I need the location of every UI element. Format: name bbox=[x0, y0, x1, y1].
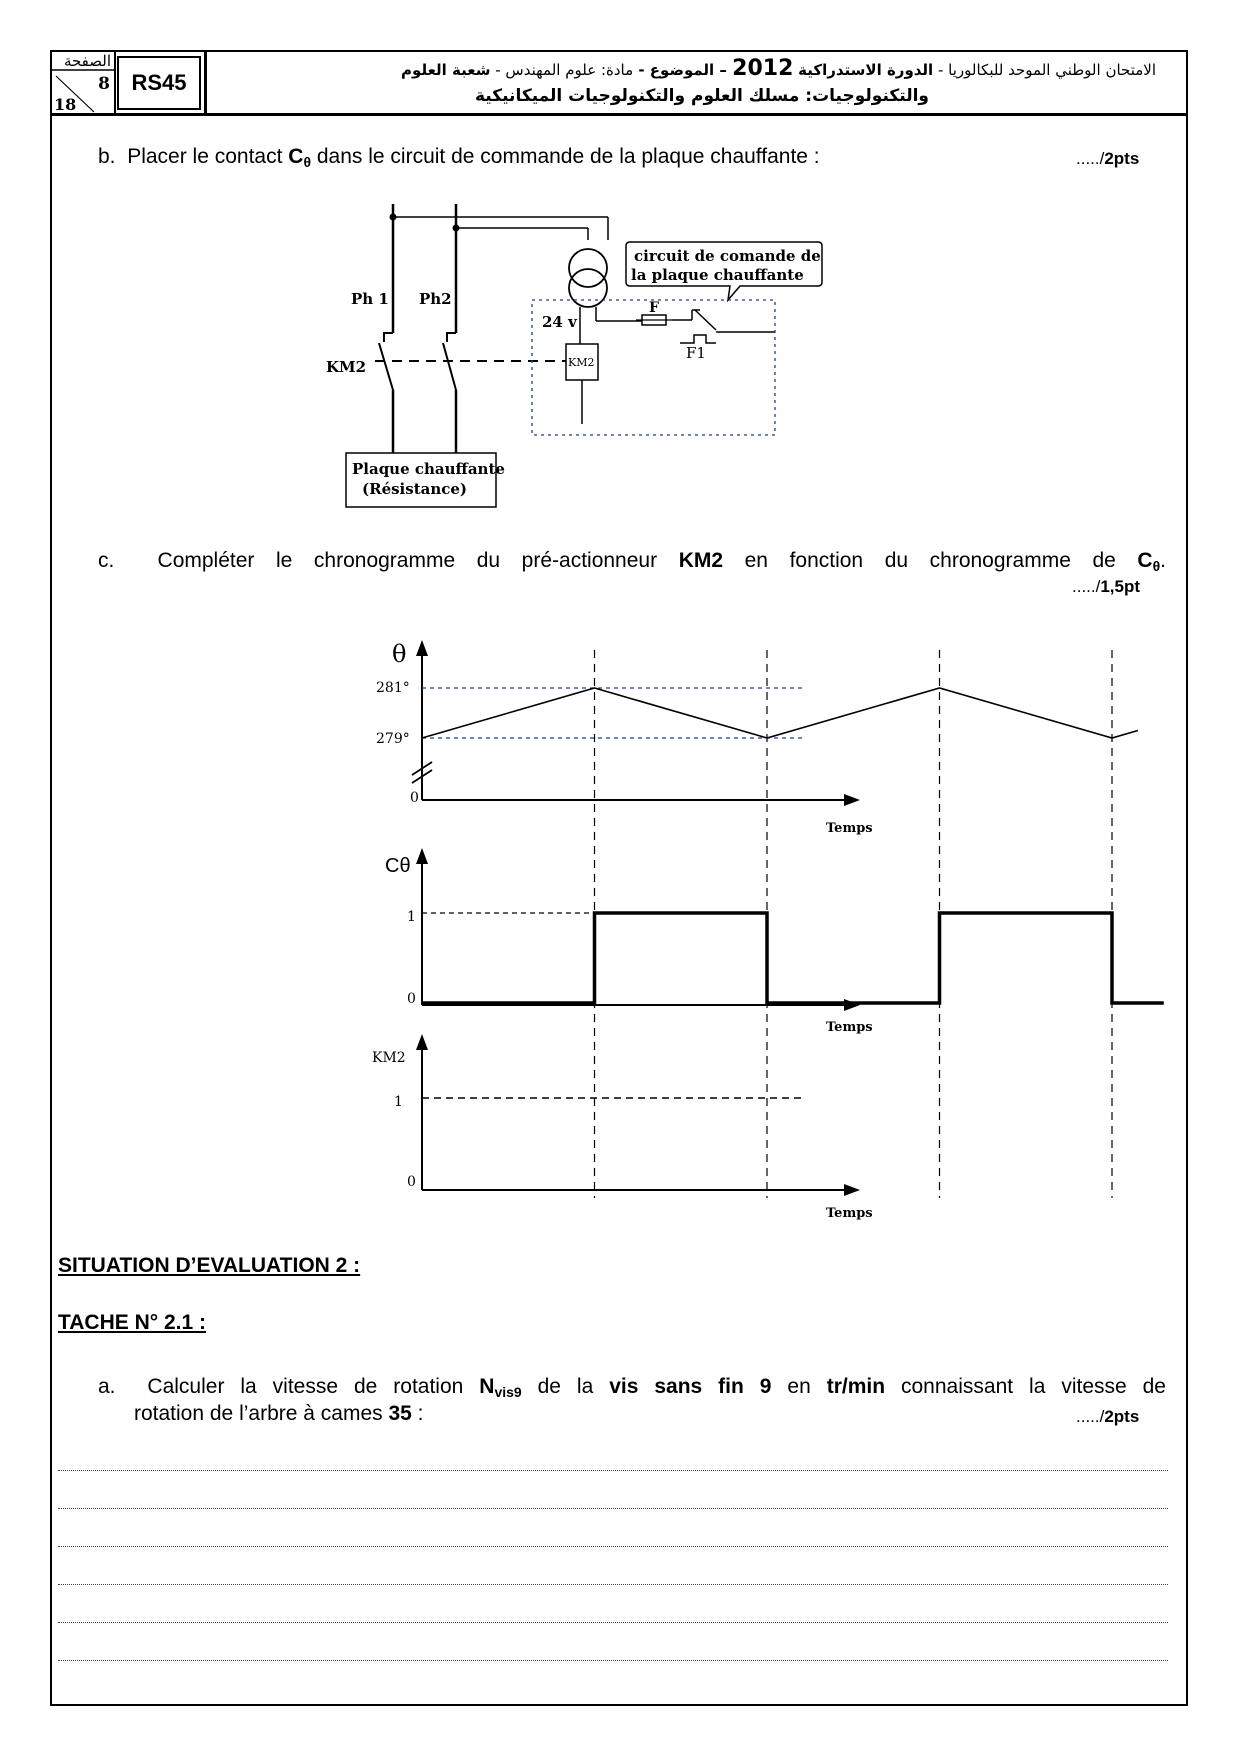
question-a-text-6: : bbox=[411, 1402, 424, 1425]
answer-line[interactable] bbox=[58, 1622, 1168, 1623]
answer-line[interactable] bbox=[58, 1470, 1168, 1471]
question-a-text-4: connaissant la vitesse de bbox=[885, 1375, 1166, 1398]
km2-y-arrow bbox=[416, 1034, 428, 1050]
theta-tick-281: 281° bbox=[376, 680, 410, 696]
answer-line[interactable] bbox=[58, 1546, 1168, 1547]
task-title: TACHE N° 2.1 : bbox=[58, 1311, 207, 1334]
ctheta-axis-label bbox=[385, 855, 411, 877]
callout-line-2: la plaque chauffante bbox=[631, 266, 804, 284]
page-number: 8 bbox=[98, 74, 110, 94]
voltage-label: 24 v bbox=[542, 313, 577, 331]
callout-line-1: circuit de comande de bbox=[634, 247, 821, 265]
question-a-var-sub: vis9 bbox=[494, 1384, 522, 1400]
km2-tick-1: 1 bbox=[394, 1094, 403, 1110]
question-b-contact-sub: θ bbox=[303, 154, 312, 170]
ctheta-panel bbox=[385, 848, 1164, 1035]
section-title: SITUATION D’EVALUATION 2 : bbox=[58, 1254, 361, 1277]
question-a-points bbox=[1076, 1407, 1139, 1427]
km2-tick-0: 0 bbox=[407, 1174, 416, 1190]
load-label-2: (Résistance) bbox=[362, 480, 468, 498]
phase1-label: Ph 1 bbox=[351, 290, 389, 308]
ctheta-tick-0: 0 bbox=[407, 991, 416, 1007]
question-b-text: Placer le contact bbox=[127, 145, 289, 168]
points-value: 2pts bbox=[1104, 149, 1140, 168]
load-label-1: Plaque chauffante bbox=[352, 460, 505, 478]
ctheta-axis-text: Cθ bbox=[385, 855, 411, 877]
ctheta-tick-1: 1 bbox=[407, 909, 416, 925]
question-a-letter: a. bbox=[98, 1375, 116, 1398]
question-c-text-end: . bbox=[1160, 549, 1166, 572]
theta-y-arrow bbox=[416, 640, 428, 656]
answer-line[interactable] bbox=[58, 1660, 1168, 1661]
question-a-text-3: en bbox=[771, 1375, 827, 1398]
ctheta-series-line bbox=[422, 913, 1164, 1003]
km2-panel bbox=[372, 1034, 873, 1221]
phase2-label: Ph2 bbox=[419, 290, 452, 308]
question-b-text-after: dans le circuit de commande de la plaque chauffante : bbox=[311, 145, 820, 168]
question-c-actuator: KM2 bbox=[678, 549, 724, 572]
question-a-line-2 bbox=[134, 1402, 424, 1426]
fuse-label: F bbox=[649, 300, 659, 316]
relay-label: F1 bbox=[686, 344, 706, 362]
question-c-text-middle: en fonction du chronogramme de bbox=[723, 549, 1138, 572]
question-a-shaft: 35 bbox=[388, 1402, 412, 1425]
points-value: 1,5pt bbox=[1100, 577, 1141, 596]
page-total: 18 bbox=[54, 95, 77, 114]
theta-plot bbox=[422, 688, 1138, 738]
km2-x-label: Temps bbox=[826, 1206, 873, 1221]
question-a-line-1 bbox=[98, 1375, 1166, 1400]
question-a-screw: vis sans fin 9 bbox=[609, 1375, 772, 1398]
ctheta-x-arrow bbox=[844, 999, 860, 1011]
contactor-label: KM2 bbox=[326, 358, 367, 376]
points-prefix: ...../ bbox=[1072, 577, 1101, 596]
theta-axis-label: θ bbox=[392, 640, 407, 668]
theta-x-label: Temps bbox=[826, 821, 873, 836]
coil-label: KM2 bbox=[568, 356, 595, 369]
answer-line[interactable] bbox=[58, 1584, 1168, 1585]
question-c-contact-sub: θ bbox=[1152, 558, 1161, 574]
km2-axis-label: KM2 bbox=[372, 1050, 406, 1066]
theta-tick-279: 279° bbox=[376, 731, 410, 747]
page-label: الصفحة bbox=[63, 52, 111, 70]
header-session: الدورة الاستدراكية bbox=[798, 61, 934, 79]
points-prefix: ...../ bbox=[1076, 1407, 1105, 1426]
header-subject: مادة: علوم المهندس - bbox=[490, 61, 634, 79]
header-subject-label: – الموضوع - bbox=[633, 61, 733, 79]
question-c-letter: c. bbox=[98, 549, 115, 572]
exam-code: RS45 bbox=[117, 56, 201, 110]
header-branch: شعبة العلوم bbox=[401, 61, 491, 79]
question-c-contact: C bbox=[1137, 549, 1153, 572]
question-a-text-5: rotation de l’arbre à cames bbox=[134, 1402, 389, 1425]
ctheta-plot bbox=[422, 913, 1164, 1003]
ctheta-x-label: Temps bbox=[826, 1020, 873, 1035]
header-line-2: والتكنولوجيات: مسلك العلوم والتكنولوجيات الميكانيكية bbox=[474, 86, 929, 106]
question-a-unit: tr/min bbox=[826, 1375, 886, 1398]
question-c-text: Compléter le chronogramme du pré-actionneur bbox=[157, 549, 679, 572]
points-prefix: ...../ bbox=[1076, 149, 1105, 168]
question-b-letter: b. bbox=[98, 145, 116, 168]
question-a-text-1: Calculer la vitesse de rotation bbox=[147, 1375, 480, 1398]
header-text-a: الامتحان الوطني الموحد للبكالوريا - bbox=[933, 61, 1156, 79]
theta-series-line bbox=[422, 688, 1138, 738]
answer-line[interactable] bbox=[58, 1508, 1168, 1509]
question-a-text-2: de la bbox=[521, 1375, 610, 1398]
ctheta-y-arrow bbox=[416, 848, 428, 864]
event-lines bbox=[595, 650, 1113, 1198]
question-a-var: N bbox=[479, 1375, 495, 1398]
theta-panel bbox=[376, 640, 1138, 836]
km2-x-arrow bbox=[844, 1184, 860, 1196]
header-year: 2012 bbox=[732, 56, 794, 81]
theta-tick-0: 0 bbox=[410, 790, 419, 806]
theta-x-arrow bbox=[844, 794, 860, 806]
question-b-contact: C bbox=[288, 145, 304, 168]
points-value: 2pts bbox=[1104, 1407, 1140, 1426]
